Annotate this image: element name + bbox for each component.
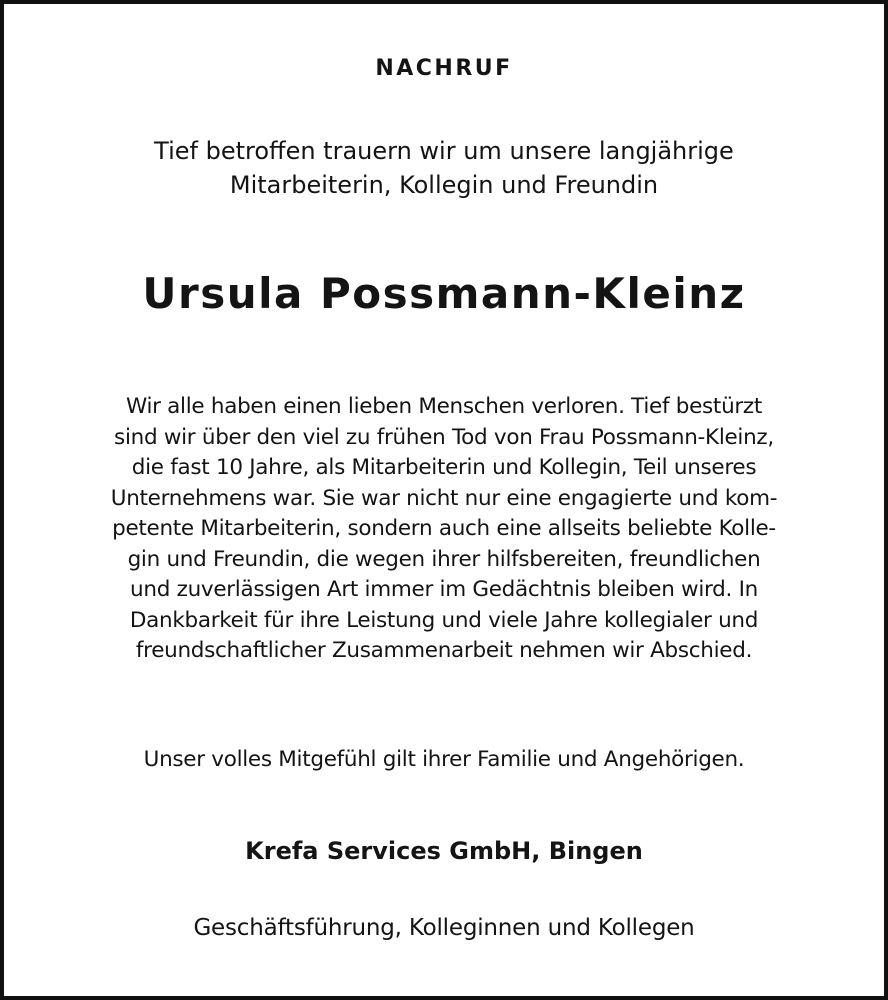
- tribute-line: sind wir über den viel zu frühen Tod von Frau Possmann-Kleinz,: [114, 424, 774, 450]
- tribute-line: Unternehmens war. Sie war nicht nur eine engagierte und kom-: [110, 485, 778, 511]
- tribute-line: petente Mitarbeiterin, sondern auch eine allseits beliebte Kolle-: [112, 516, 776, 541]
- tribute-line: freundschaftlicher Zusammenarbeit nehmen wir Abschied.: [135, 638, 753, 663]
- deceased-name: Ursula Possmann-Kleinz: [142, 269, 746, 318]
- tribute-line: und zuverlässigen Art immer im Gedächtnis bleiben wird. In: [130, 577, 758, 602]
- tribute-line: Dankbarkeit für ihre Leistung und viele Jahre kollegialer und: [129, 607, 759, 633]
- company-name: Krefa Services GmbH, Bingen: [245, 837, 643, 865]
- tribute-text: [44, 392, 844, 667]
- notice-heading: NACHRUF: [375, 56, 513, 81]
- intro-text: [4, 134, 884, 202]
- intro-line: Mitarbeiterin, Kollegin und Freundin: [229, 171, 659, 199]
- tribute-line: gin und Freundin, die wegen ihrer hilfsbereiten, freundlichen: [127, 546, 761, 572]
- signoff-text: Geschäftsführung, Kolleginnen und Kollegen: [193, 915, 695, 941]
- tribute-line: Wir alle haben einen lieben Menschen verloren. Tief bestürzt: [125, 394, 763, 419]
- sympathy-text: Unser volles Mitgefühl gilt ihrer Familie und Angehörigen.: [143, 747, 745, 772]
- tribute-line: die fast 10 Jahre, als Mitarbeiterin und Kollegin, Teil unseres: [131, 455, 757, 480]
- intro-line: Tief betroffen trauern wir um unsere langjährige: [154, 137, 734, 165]
